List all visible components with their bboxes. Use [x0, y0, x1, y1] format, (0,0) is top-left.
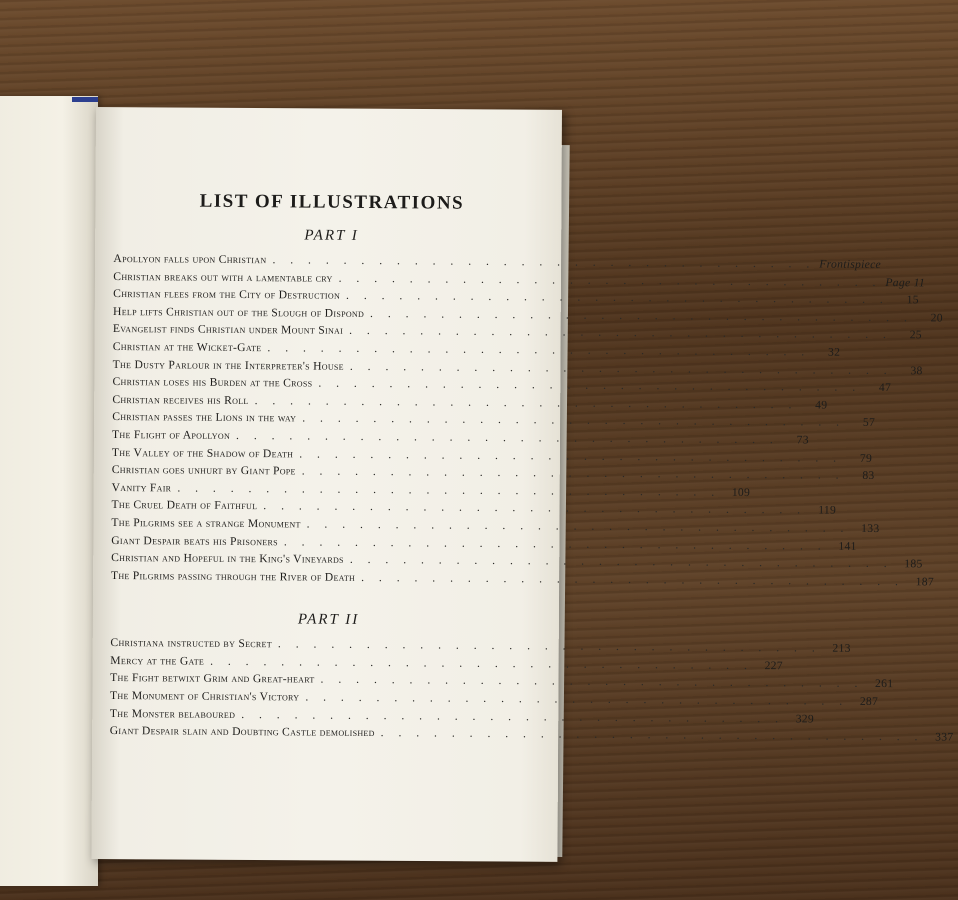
dot-leader: . . . . . . . . . . . . . . . . . . . . . . . . . . . . . . .	[263, 499, 807, 517]
illustration-title: Apollyon falls upon Christian	[113, 251, 267, 267]
dot-leader: . . . . . . . . . . . . . . . . . . . . . . . . . . . . . . .	[254, 393, 798, 412]
dot-leader: . . . . . . . . . . . . . . . . . . . . . . . . . . . . . . .	[361, 570, 905, 588]
illustration-page-number: 32	[827, 345, 841, 359]
illustration-page-number: Page 11	[885, 275, 926, 289]
dot-leader: . . . . . . . . . . . . . . . . . . . . . . . . . . . . . . .	[277, 637, 821, 655]
illustration-page-number: 49	[815, 398, 828, 412]
dot-leader: . . . . . . . . . . . . . . . . . . . . . . . . . . . . . . .	[318, 376, 862, 395]
dot-leader: . . . . . . . . . . . . . . . . . . . . . . . . . . . . . . .	[177, 481, 721, 499]
illustration-page-number: 133	[861, 521, 880, 535]
dot-leader: . . . . . . . . . . . . . . . . . . . . . . . . . . . . . . .	[267, 341, 811, 359]
illustration-page-number: 329	[795, 712, 815, 726]
illustration-entry	[110, 568, 935, 590]
dot-leader: . . . . . . . . . . . . . . . . . . . . . . . . . . . . . . .	[380, 726, 924, 744]
illustration-title: The Pilgrims see a strange Monument	[111, 515, 301, 531]
part-1-title: PART I	[304, 227, 359, 244]
illustration-page-number: 38	[910, 363, 923, 377]
dot-leader: . . . . . . . . . . . . . . . . . . . . . . . . . . . . . . .	[338, 271, 882, 289]
illustration-page-number: 79	[859, 451, 873, 465]
dot-leader: . . . . . . . . . . . . . . . . . . . . . . . . . . . . . . .	[320, 673, 864, 691]
illustration-page-number: 57	[862, 416, 876, 430]
dot-leader: . . . . . . . . . . . . . . . . . . . . . . . . . . . . . . .	[272, 253, 816, 271]
book-cover-edge	[72, 97, 98, 102]
illustration-page-number: Frontispiece	[819, 257, 882, 272]
dot-leader: . . . . . . . . . . . . . . . . . . . . . . . . . . . . . . .	[349, 552, 893, 571]
illustration-title: Christian passes the Lions in the way	[112, 410, 297, 425]
illustration-page-number: 109	[731, 485, 751, 499]
dot-leader: . . . . . . . . . . . . . . . . . . . . . . . . . . . . . . .	[349, 324, 892, 342]
illustration-title: Giant Despair slain and Doubting Castle demolished	[109, 724, 375, 740]
illustration-title: The Pilgrims passing through the River of Death	[110, 568, 356, 584]
illustration-page-number: 20	[930, 311, 943, 325]
illustration-title: The Cruel Death of Faithful	[111, 498, 258, 513]
illustration-title: Help lifts Christian out of the Slough of Dispond	[112, 304, 365, 320]
illustration-title: The Monster belaboured	[109, 706, 236, 721]
dot-leader: . . . . . . . . . . . . . . . . . . . . . . . . . . . . . . .	[210, 654, 753, 672]
dot-leader: . . . . . . . . . . . . . . . . . . . . . . . . . . . . . . .	[236, 428, 779, 447]
illustration-page-number: 25	[909, 328, 922, 342]
dot-leader: . . . . . . . . . . . . . . . . . . . . . . . . . . . . . . .	[306, 517, 850, 535]
left-page	[0, 96, 98, 886]
illustration-title: Evangelist finds Christian under Mount Sinai	[112, 322, 344, 338]
dot-leader: . . . . . . . . . . . . . . . . . . . . . . . . . . . . . . .	[302, 411, 846, 430]
illustration-title: Christian breaks out with a lamentable cry	[113, 269, 333, 285]
illustration-title: Christian flees from the City of Destruction	[113, 287, 341, 302]
part-2-title: PART II	[297, 611, 360, 629]
page-title: LIST OF ILLUSTRATIONS	[199, 190, 465, 214]
illustration-page-number: 119	[818, 503, 837, 517]
part-2-entries	[109, 636, 954, 745]
dot-leader: . . . . . . . . . . . . . . . . . . . . . . . . . . . . . . .	[241, 707, 785, 725]
illustration-page-number: 73	[796, 433, 809, 447]
dot-leader: . . . . . . . . . . . . . . . . . . . . . . . . . . . . . . .	[370, 306, 913, 325]
dot-leader: . . . . . . . . . . . . . . . . . . . . . . . . . . . . . . .	[346, 289, 889, 307]
illustration-page-number: 185	[904, 557, 923, 571]
illustration-title: Christian receives his Roll	[112, 392, 249, 407]
illustration-page-number: 213	[832, 641, 851, 656]
illustration-page-number: 47	[878, 381, 892, 395]
dot-leader: . . . . . . . . . . . . . . . . . . . . . . . . . . . . . . .	[283, 534, 827, 553]
illustration-title: Christiana instructed by Secret	[110, 636, 273, 651]
illustration-page-number: 261	[875, 677, 894, 691]
dot-leader: . . . . . . . . . . . . . . . . . . . . . . . . . . . . . . .	[305, 690, 849, 708]
illustration-page-number: 337	[935, 730, 954, 744]
illustration-entry	[109, 724, 954, 745]
illustration-title: Christian goes unhurt by Giant Pope	[111, 463, 296, 478]
illustration-title: The Flight of Apollyon	[112, 427, 231, 442]
part-1-entries	[110, 251, 943, 589]
illustration-title: Christian and Hopeful in the King's Vineyards	[111, 551, 344, 566]
illustration-page-number: 141	[838, 539, 857, 553]
illustration-page-number: 187	[915, 574, 935, 589]
illustration-title: The Dusty Parlour in the Interpreter's House	[112, 357, 344, 373]
illustration-title: Giant Despair beats his Prisoners	[111, 533, 278, 548]
illustration-title: Christian loses his Burden at the Cross	[112, 375, 313, 390]
dot-leader: . . . . . . . . . . . . . . . . . . . . . . . . . . . . . . .	[349, 359, 893, 377]
illustrations-list	[109, 190, 954, 745]
illustration-page-number: 15	[906, 293, 919, 307]
dot-leader: . . . . . . . . . . . . . . . . . . . . . . . . . . . . . . .	[299, 446, 843, 465]
illustration-title: Mercy at the Gate	[110, 653, 205, 668]
illustration-page-number: 227	[764, 658, 783, 673]
illustration-page-number: 83	[862, 469, 875, 483]
illustration-title: Vanity Fair	[111, 480, 172, 495]
illustration-title: Christian at the Wicket-Gate	[112, 339, 262, 355]
illustration-title: The Valley of the Shadow of Death	[111, 445, 294, 460]
dot-leader: . . . . . . . . . . . . . . . . . . . . . . . . . . . . . . .	[301, 464, 845, 482]
illustration-title: The Fight betwixt Grim and Great-heart	[110, 671, 315, 687]
illustration-page-number: 287	[859, 694, 879, 709]
illustration-title: The Monument of Christian's Victory	[109, 689, 300, 704]
